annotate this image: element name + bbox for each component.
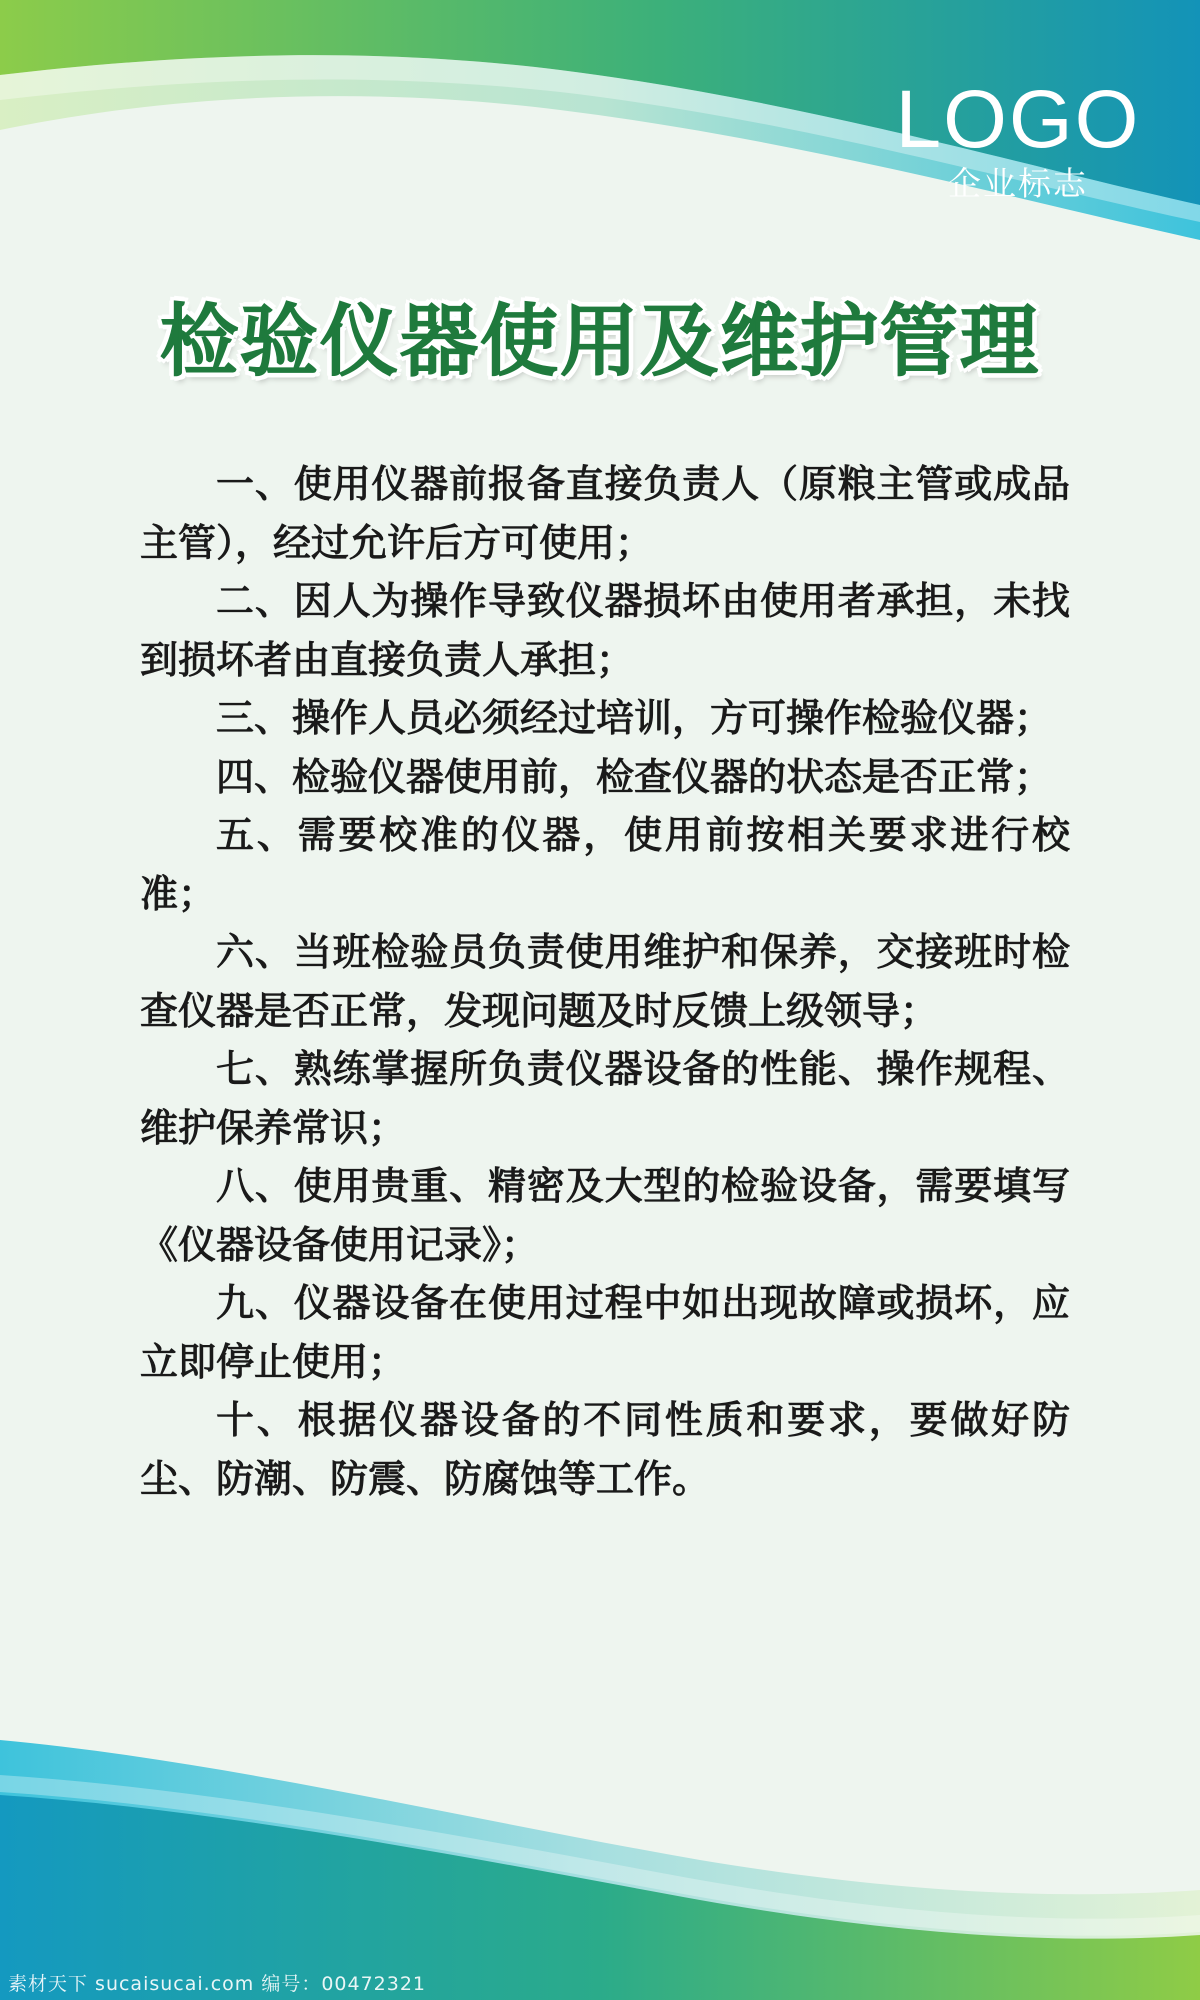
rule-item: 五、需要校准的仪器，使用前按相关要求进行校准； [140, 813, 1070, 916]
rule-item: 六、当班检验员负责使用维护和保养，交接班时检查仪器是否正常，发现问题及时反馈上级领导； [140, 930, 1070, 1033]
page-title: 检验仪器使用及维护管理 [159, 297, 1040, 387]
rules-list [140, 455, 1070, 1508]
rule-item: 三、操作人员必须经过培训，方可操作检验仪器； [216, 696, 1053, 740]
rule-item: 九、仪器设备在使用过程中如出现故障或损坏，应立即停止使用； [140, 1281, 1070, 1384]
company-logo [888, 74, 1148, 204]
rule-item: 七、熟练掌握所负责仪器设备的性能、操作规程、维护保养常识； [140, 1047, 1070, 1150]
rule-item: 二、因人为操作导致仪器损坏由使用者承担，未找到损坏者由直接负责人承担； [140, 579, 1070, 682]
logo-text: LOGO [895, 74, 1141, 165]
watermark: 素材天下 sucaisucai.com 编号：00472321 [8, 1973, 427, 1995]
logo-subtitle: 企业标志 [948, 164, 1088, 203]
rule-item: 八、使用贵重、精密及大型的检验设备，需要填写《仪器设备使用记录》； [140, 1164, 1070, 1267]
rule-item: 一、使用仪器前报备直接负责人（原粮主管或成品主管），经过允许后方可使用； [140, 462, 1070, 565]
rule-item: 十、根据仪器设备的不同性质和要求，要做好防尘、防潮、防震、防腐蚀等工作。 [140, 1398, 1070, 1501]
rule-item: 四、检验仪器使用前，检查仪器的状态是否正常； [216, 754, 1053, 799]
